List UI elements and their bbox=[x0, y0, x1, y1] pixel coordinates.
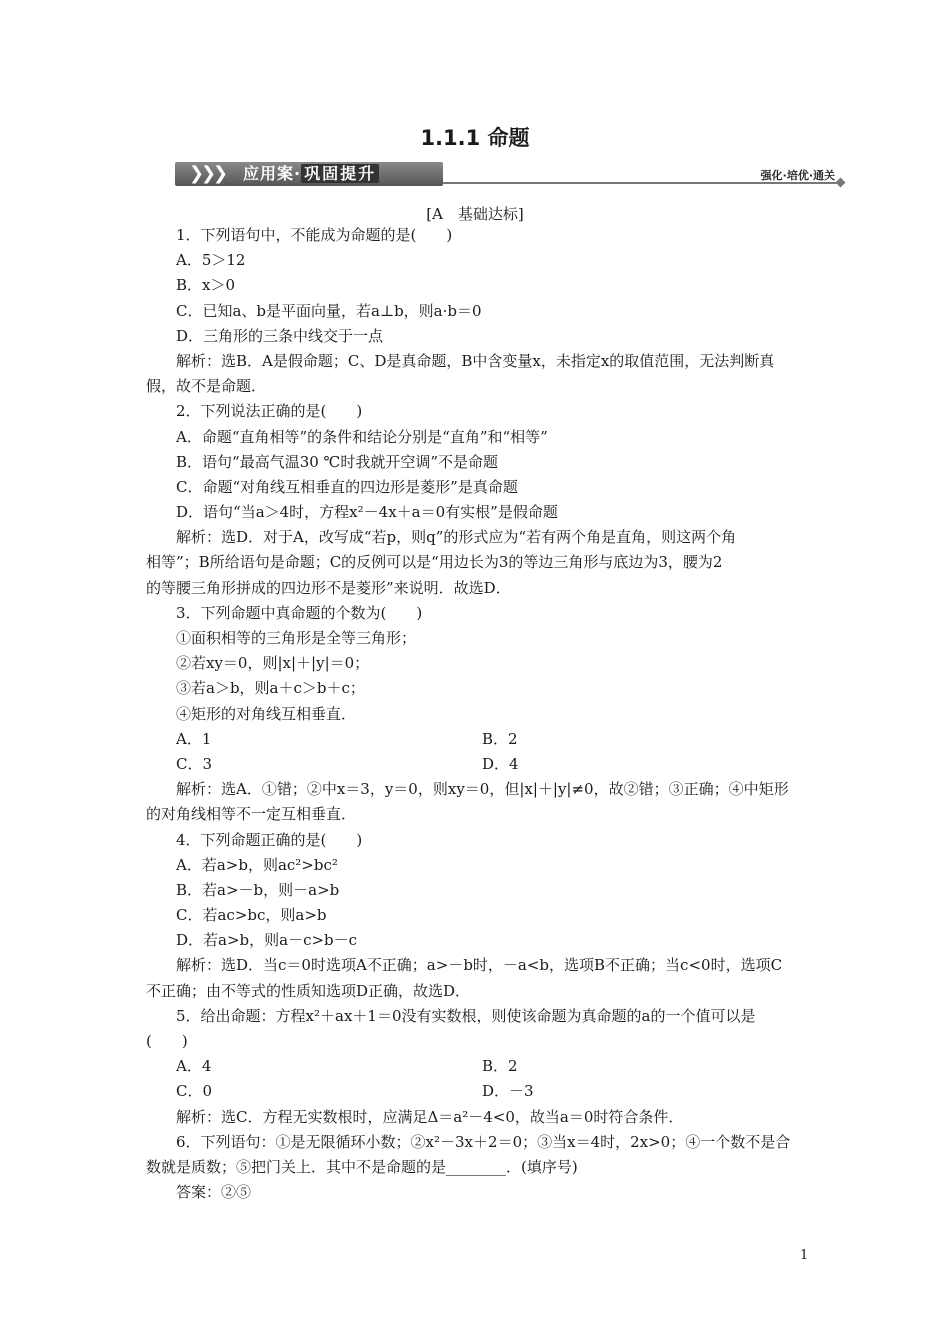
chevron-right-icon: ❯ bbox=[201, 163, 217, 184]
document-body bbox=[146, 223, 810, 1205]
text-line: 解析：选B．A是假命题；C、D是真命题，B中含变量x，未指定x的取值范围，无法判断真 bbox=[176, 351, 775, 370]
option-item: C．3 bbox=[176, 754, 213, 773]
page-number: 1 bbox=[800, 1248, 809, 1263]
page-title: 1.1.1 命题 bbox=[420, 126, 530, 150]
text-line: B．语句“最高气温30 ℃时我就开空调”不是命题 bbox=[176, 452, 498, 471]
text-line: ②若xy＝0，则|x|＋|y|＝0； bbox=[176, 654, 370, 673]
text-line: ( ) bbox=[146, 1032, 188, 1050]
text-line: 的等腰三角形拼成的四边形不是菱形”来说明．故选D． bbox=[146, 578, 511, 597]
text-line: 数就是质数；⑤把门关上．其中不是命题的是________．(填序号) bbox=[146, 1157, 578, 1176]
option-item: A．1 bbox=[176, 729, 212, 748]
option-item: D．4 bbox=[482, 754, 519, 773]
text-line: 的对角线相等不一定互相垂直． bbox=[146, 805, 357, 824]
text-line: ①面积相等的三角形是全等三角形； bbox=[176, 629, 417, 647]
text-line: C．若ac>bc，则a>b bbox=[176, 906, 327, 925]
section-heading: [A 基础达标] bbox=[426, 205, 524, 223]
banner-dark-block bbox=[175, 162, 443, 186]
text-line: 解析：选D．对于A，改写成“若p，则q”的形式应为“若有两个角是直角，则这两个角 bbox=[176, 528, 737, 547]
section-banner bbox=[175, 162, 847, 190]
text-line: D．三角形的三条中线交于一点 bbox=[176, 326, 384, 345]
text-line: 5．给出命题：方程x²＋ax＋1＝0没有实数根，则使该命题为真命题的a的一个值可以是 bbox=[176, 1006, 756, 1025]
option-row bbox=[146, 727, 810, 752]
text-line: A．5＞12 bbox=[176, 251, 246, 270]
text-line: 4．下列命题正确的是( ) bbox=[176, 830, 363, 849]
option-item: A．4 bbox=[176, 1057, 212, 1076]
option-row bbox=[146, 752, 810, 777]
text-line: ③若a＞b，则a＋c＞b＋c； bbox=[176, 679, 365, 698]
text-line: C．命题“对角线互相垂直的四边形是菱形”是真命题 bbox=[176, 477, 518, 496]
option-item: B．2 bbox=[482, 729, 518, 748]
banner-label: 应用案· 巩固提升 bbox=[243, 164, 379, 184]
chevron-right-icon: ❯ bbox=[213, 163, 229, 184]
text-line: 6．下列语句：①是无限循环小数；②x²－3x＋2＝0；③当x＝4时，2x>0；④一个数不是合 bbox=[176, 1132, 791, 1151]
banner-tagline: 强化·培优·通关 bbox=[760, 169, 835, 182]
text-line: D．若a>b，则a－c>b－c bbox=[176, 931, 358, 950]
option-item: B．2 bbox=[482, 1057, 518, 1076]
text-line: A．命题“直角相等”的条件和结论分别是“直角”和“相等” bbox=[176, 427, 548, 446]
text-line: 解析：选C．方程无实数根时，应满足Δ＝a²－4<0，故当a＝0时符合条件． bbox=[176, 1107, 684, 1126]
text-line: 答案：②⑤ bbox=[176, 1183, 252, 1202]
text-line: B．x＞0 bbox=[176, 276, 236, 295]
text-line: 3．下列命题中真命题的个数为( ) bbox=[176, 603, 423, 622]
text-line: D．语句“当a＞4时，方程x²－4x＋a＝0有实根”是假命题 bbox=[176, 503, 558, 522]
text-line: C．已知a、b是平面向量，若a⊥b，则a·b＝0 bbox=[176, 301, 482, 320]
option-item: C．0 bbox=[176, 1082, 213, 1101]
text-line: 相等”；B所给语句是命题；C的反例可以是“用边长为3的等边三角形与底边为3，腰为2 bbox=[146, 553, 723, 572]
diamond-icon bbox=[836, 178, 846, 188]
text-line: A．若a>b，则ac²>bc² bbox=[176, 855, 338, 874]
text-line: 2．下列说法正确的是( ) bbox=[176, 402, 363, 421]
text-line: 不正确；由不等式的性质知选项D正确，故选D． bbox=[146, 981, 471, 1000]
option-row bbox=[146, 1079, 810, 1104]
text-line: 假，故不是命题． bbox=[146, 377, 267, 396]
option-row bbox=[146, 1054, 810, 1079]
text-line: B．若a>－b，则－a>b bbox=[176, 880, 340, 899]
banner-highlight: 巩固提升 bbox=[301, 164, 379, 183]
text-line: 解析：选A．①错；②中x＝3，y＝0，则xy＝0，但|x|＋|y|≠0，故②错；③正确；④中矩形 bbox=[176, 780, 789, 799]
chevron-right-icon: ❯ bbox=[189, 163, 205, 184]
text-line: 1．下列语句中，不能成为命题的是( ) bbox=[176, 226, 453, 244]
option-item: D．－3 bbox=[482, 1082, 534, 1101]
text-line: ④矩形的对角线互相垂直． bbox=[176, 704, 357, 723]
text-line: 解析：选D．当c＝0时选项A不正确；a>－b时，－a<b，选项B不正确；当c<0时，选项C bbox=[176, 956, 783, 975]
